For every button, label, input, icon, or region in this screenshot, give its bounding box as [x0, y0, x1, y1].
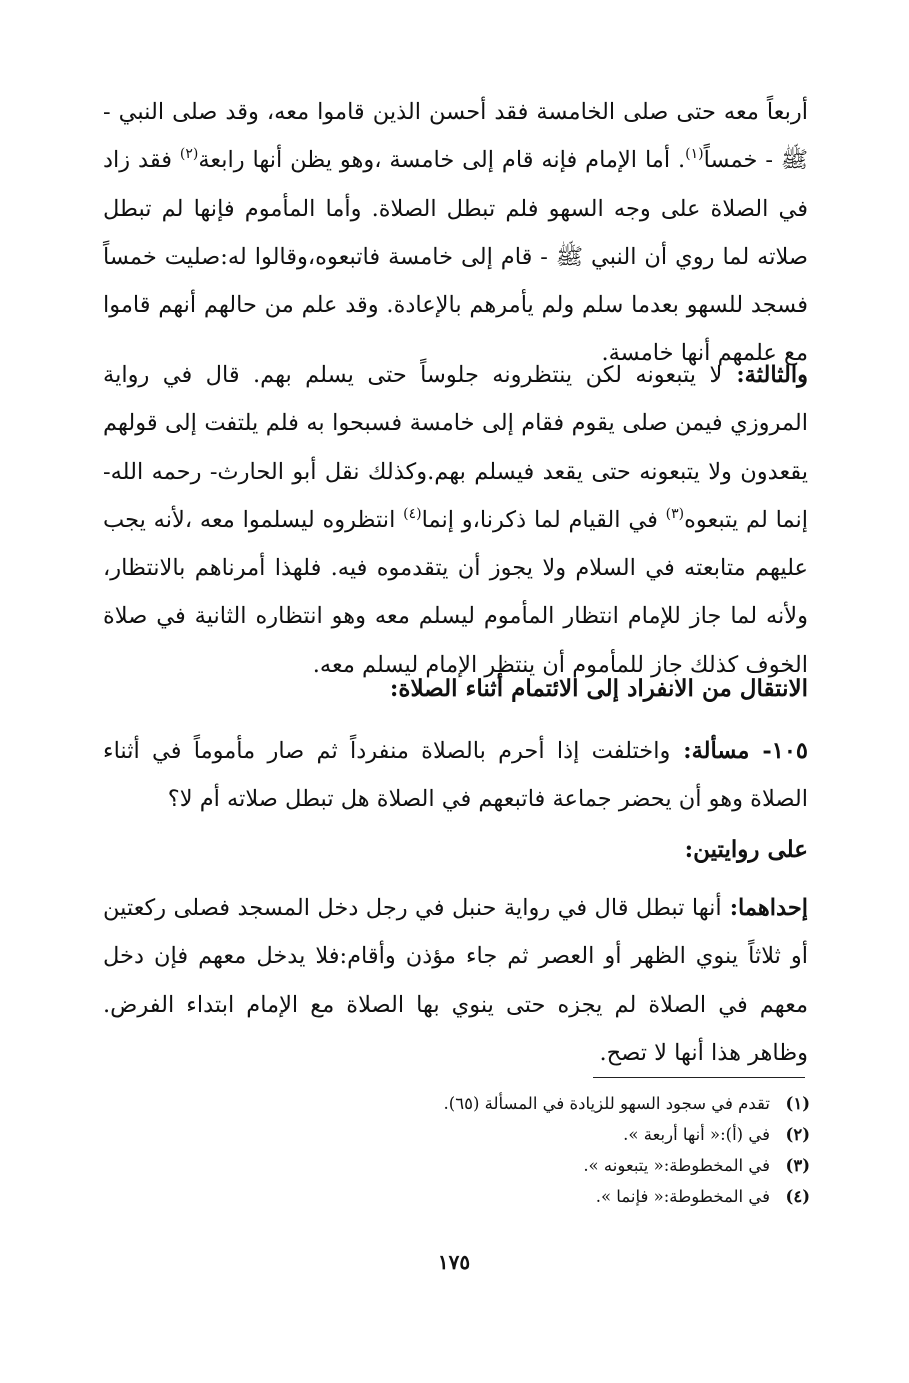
paragraph-1 — [103, 88, 808, 378]
paragraph-4 — [103, 884, 808, 1077]
footnote-number: (٤) — [785, 1187, 810, 1206]
paragraph-4-text: أنها تبطل قال في رواية حنبل في رجل دخل المسجد فصلى ركعتين أو ثلاثاً ينوي الظهر أو العصر ثم جاء مؤذن وأقام:فلا يدخل معهم فإن دخل معهم في الصلاة لم يجزه حتى ينوي بها الصلاة مع الإمام ابتداء الفرض. وظاهر هذا أنها لا تصح. — [103, 895, 808, 1066]
paragraph-2 — [103, 351, 808, 689]
paragraph-2-text-c: انتظروه ليسلموا معه ،لأنه يجب عليهم متابعته في السلام ولا يجوز أن يتقدموه فيه. فلهذا أمرناهم بالانتظار، ولأنه لما جاز للإمام انتظار المأموم ليسلم معه وهو انتظاره الثانية في صلاة الخوف كذلك جاز للمأموم أن ينتظر الإمام ليسلم معه. — [103, 506, 808, 678]
footnote-text: في المخطوطة:« يتبعونه ». — [583, 1156, 770, 1175]
paragraph-2-text-b: في القيام لما ذكرنا،و إنما — [421, 506, 666, 533]
footnote-number: (١) — [785, 1094, 810, 1113]
footnote-item — [350, 1119, 810, 1150]
footnote-ref-2: (٢) — [179, 146, 199, 163]
footnote-divider — [593, 1077, 805, 1078]
paragraph-1-text-c: فقد زاد في الصلاة على وجه السهو فلم تبطل الصلاة. وأما المأموم فإنها لم تبطل صلاته لما روي أن النبي ﷺ - قام إلى خامسة فاتبعوه،وقالوا له:صليت خمساً فسجد للسهو بعدما سلم ولم يأمرهم بالإعادة. وقد علم من حالهم أنهم قاموا مع علمهم أنها خامسة. — [103, 147, 808, 367]
footnotes-list — [350, 1088, 810, 1212]
footnote-item — [350, 1150, 810, 1181]
paragraph-1-text-a: أربعاً معه حتى صلى الخامسة فقد أحسن الذين قاموا معه، وقد صلى النبي - ﷺ - خمساً — [103, 99, 808, 174]
footnote-item — [350, 1088, 810, 1119]
page-number: ١٧٥ — [437, 1250, 471, 1274]
footnote-text: في المخطوطة:« فإنما ». — [595, 1187, 770, 1206]
paragraph-2-lead: والثالثة: — [722, 362, 808, 388]
footnote-number: (٢) — [785, 1125, 810, 1144]
footnote-ref-3: (٣) — [665, 505, 685, 522]
footnote-item — [350, 1181, 810, 1212]
footnote-text: تقدم في سجود السهو للزيادة في المسألة (٦٥). — [443, 1094, 770, 1113]
footnote-number: (٣) — [785, 1156, 810, 1175]
footnote-text: في (أ):« أنها أربعة ». — [623, 1125, 770, 1144]
paragraph-2-text-a: لا يتبعونه لكن ينتظرونه جلوساً حتى يسلم بهم. قال في رواية المروزي فيمن صلى يقوم فقام إلى خامسة فسبحوا به فلم يلتفت إلى قولهم يقعدون ولا يتبعونه حتى يقعد فيسلم بهم.وكذلك نقل أبو الحارث- رحمه الله- إنما لم يتبعوه — [103, 362, 808, 533]
paragraph-1-text-b: . أما الإمام فإنه قام إلى خامسة ،وهو يظن أنها رابعة — [198, 147, 686, 174]
footnote-ref-4: (٤) — [403, 505, 422, 522]
section-heading: الانتقال من الانفراد إلى الائتمام أثناء الصلاة: — [389, 675, 808, 702]
paragraph-4-lead: إحداهما: — [721, 895, 808, 921]
subheading-two-narrations: على روايتين: — [684, 836, 808, 863]
footnote-ref-1: (١) — [685, 146, 704, 163]
paragraph-3-text: واختلفت إذا أحرم بالصلاة منفرداً ثم صار مأموماً في أثناء الصلاة وهو أن يحضر جماعة فاتبعهم في الصلاة هل تبطل صلاته أم لا؟ — [103, 738, 808, 813]
paragraph-3 — [103, 727, 808, 824]
paragraph-3-lead: ١٠٥- مسألة: — [670, 738, 808, 764]
